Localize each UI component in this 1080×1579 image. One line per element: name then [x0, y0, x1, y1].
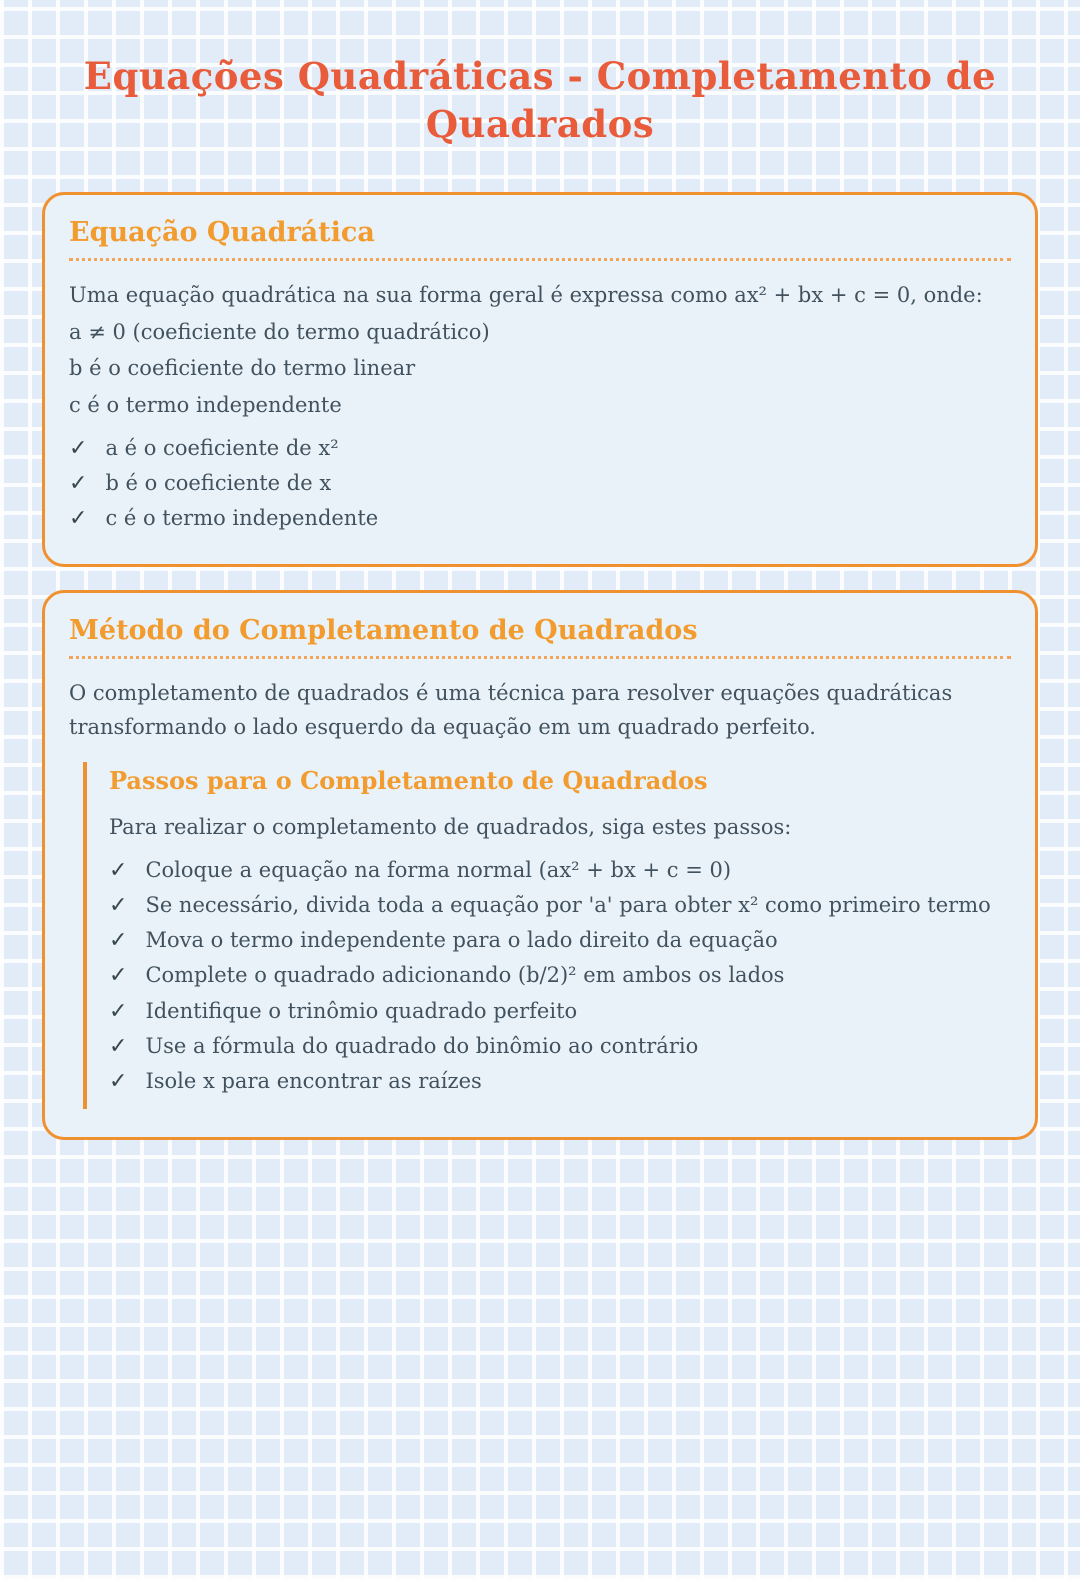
checklist-item [109, 994, 1011, 1029]
checklist-item-text: c é o termo independente [105, 505, 379, 530]
checklist-item-text: Identifique o trinômio quadrado perfeito [145, 998, 578, 1023]
check-icon: ✓ [109, 998, 128, 1024]
check-icon: ✓ [109, 928, 128, 954]
checklist-item-text: Mova o termo independente para o lado direito da equação [145, 928, 778, 953]
coefficient-checklist [69, 431, 1011, 537]
checklist-item [109, 1064, 1011, 1099]
paragraph: Uma equação quadrática na sua forma geral é expressa como ax² + bx + c = 0, onde: [69, 283, 983, 308]
subsection-heading-passos: Passos para o Completamento de Quadrados [109, 766, 708, 796]
check-icon: ✓ [109, 857, 128, 883]
checklist-item-text: Isole x para encontrar as raízes [145, 1069, 482, 1094]
checklist-item [69, 431, 1011, 466]
steps-checklist [109, 853, 1011, 1099]
paragraph: c é o termo independente [69, 392, 342, 417]
checklist-item-text: Se necessário, divida toda a equação por 'a' para obter x² como primeiro termo [145, 893, 991, 918]
checklist-item-text: Use a fórmula do quadrado do binômio ao contrário [145, 1033, 699, 1058]
subsection-intro: Para realizar o completamento de quadrados, siga estes passos: [109, 815, 792, 840]
section-heading-metodo: Método do Completamento de Quadrados [69, 615, 698, 647]
checklist-item [69, 466, 1011, 501]
check-icon: ✓ [109, 893, 128, 919]
check-icon: ✓ [109, 1069, 128, 1095]
paragraph: b é o coeficiente do termo linear [69, 356, 416, 381]
page-title: Equações Quadráticas - Completamento de Quadrados [83, 54, 997, 147]
check-icon: ✓ [69, 505, 88, 531]
card-equacao-quadratica [42, 192, 1038, 567]
section-heading-equacao-quadratica: Equação Quadrática [69, 217, 375, 249]
checklist-item [69, 501, 1011, 536]
card-metodo-completamento [42, 590, 1038, 1140]
checklist-item-text: Complete o quadrado adicionando (b/2)² em ambos os lados [145, 963, 785, 988]
check-icon: ✓ [69, 470, 88, 496]
dotted-divider [69, 258, 1011, 261]
checklist-item-text: Coloque a equação na forma normal (ax² + bx + c = 0) [145, 857, 732, 882]
checklist-item [109, 958, 1011, 993]
checklist-item [109, 853, 1011, 888]
checklist-item-text: b é o coeficiente de x [105, 470, 332, 495]
checklist-item [109, 923, 1011, 958]
check-icon: ✓ [69, 435, 88, 461]
checklist-item [109, 1029, 1011, 1064]
paragraph: a ≠ 0 (coeficiente do termo quadrático) [69, 319, 490, 344]
paragraph: O completamento de quadrados é uma técnica para resolver equações quadráticas transformando o lado esquerdo da equação em um quadrado perfeito. [69, 681, 953, 739]
check-icon: ✓ [109, 963, 128, 989]
check-icon: ✓ [109, 1033, 128, 1059]
checklist-item-text: a é o coeficiente de x² [105, 435, 339, 460]
dotted-divider [69, 656, 1011, 659]
checklist-item [109, 888, 1011, 923]
subsection-passos [83, 762, 1011, 1109]
